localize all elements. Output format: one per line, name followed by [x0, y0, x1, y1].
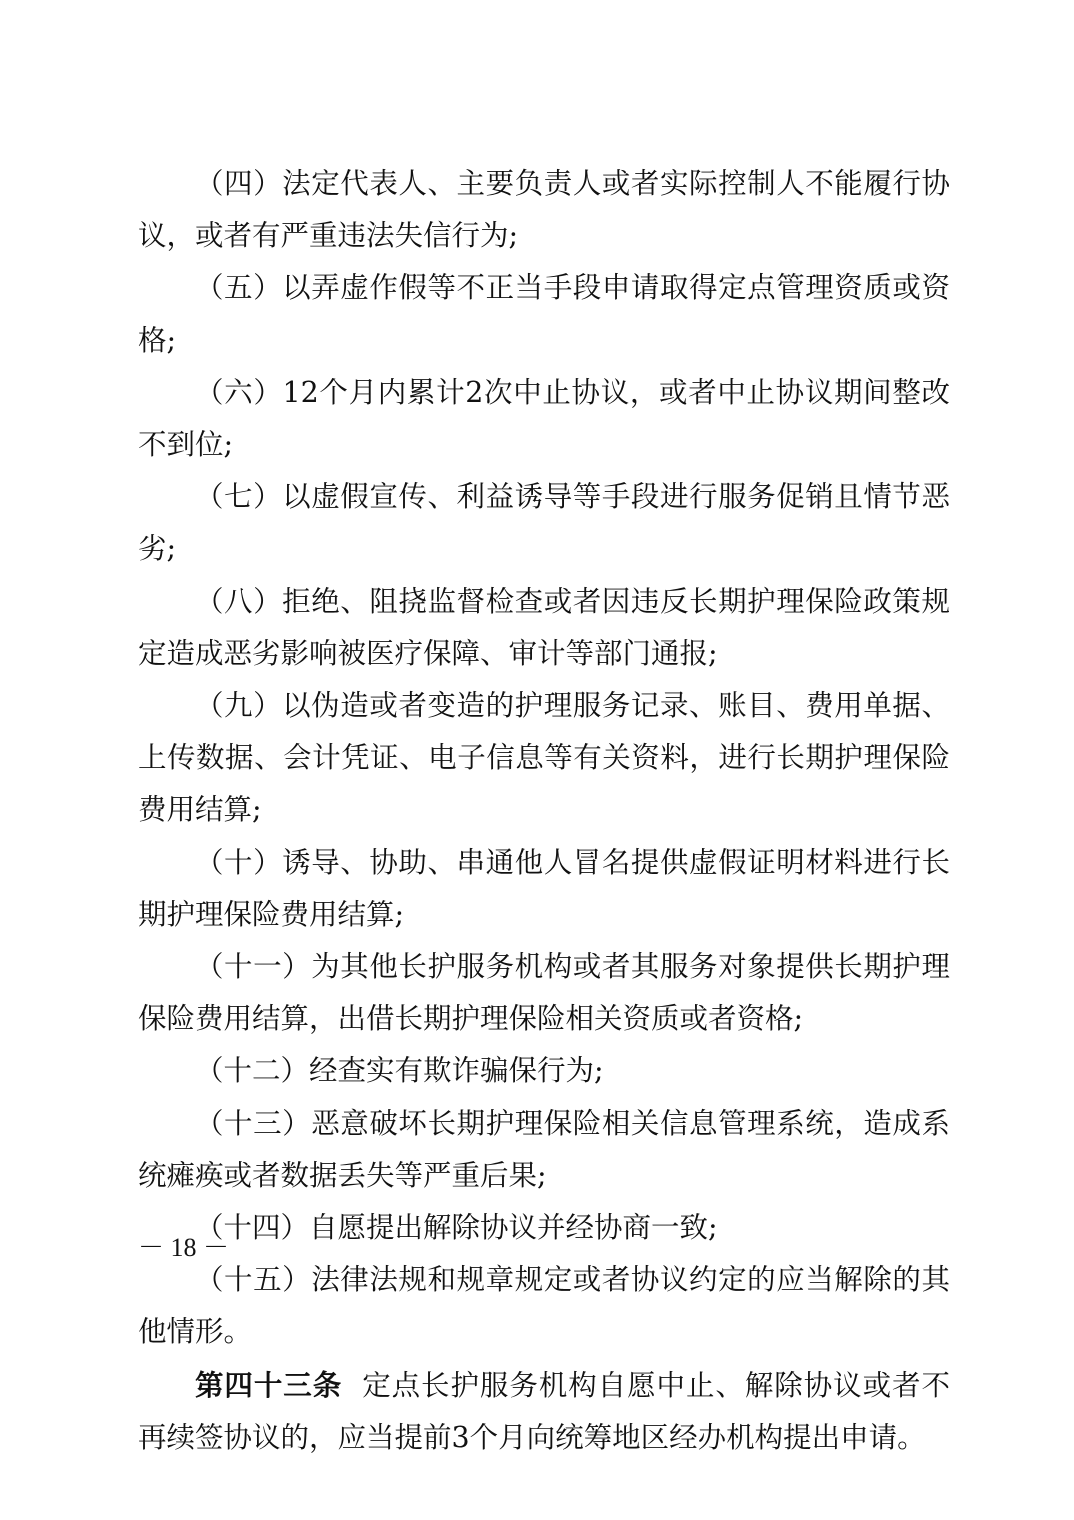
article-heading: 第四十三条	[195, 1367, 343, 1402]
article-paragraph	[138, 1359, 950, 1464]
page-number: － 18 －	[138, 1233, 230, 1262]
list-item: （七）以虚假宣传、利益诱导等手段进行服务促销且情节恶劣;	[138, 480, 950, 566]
list-item: （十二）经查实有欺诈骗保行为;	[195, 1054, 604, 1088]
list-item: （九）以伪造或者变造的护理服务记录、账目、费用单据、上传数据、会计凭证、电子信息等有关资料，进行长期护理保险费用结算;	[138, 689, 950, 827]
list-item: （十五）法律法规和规章规定或者协议约定的应当解除的其他情形。	[138, 1263, 950, 1349]
list-item: （十）诱导、协助、串通他人冒名提供虚假证明材料进行长期护理保险费用结算;	[138, 845, 950, 931]
list-item: （五）以弄虚作假等不正当手段申请取得定点管理资质或资格;	[138, 271, 950, 357]
article-text: 定点长护服务机构自愿中止、解除协议或者不再续签协议的，应当提前3个月向统筹地区经办机构提出申请。	[138, 1368, 950, 1454]
list-item: （十一）为其他长护服务机构或者其服务对象提供长期护理保险费用结算，出借长期护理保险相关资质或者资格;	[138, 950, 950, 1036]
document-body	[138, 158, 950, 1464]
list-item: （十四）自愿提出解除协议并经协商一致;	[195, 1211, 718, 1245]
list-item: （八）拒绝、阻挠监督检查或者因违反长期护理保险政策规定造成恶劣影响被医疗保障、审计等部门通报;	[138, 584, 950, 670]
list-item: （六）12个月内累计2次中止协议，或者中止协议期间整改不到位;	[138, 375, 950, 462]
list-item: （十三）恶意破坏长期护理保险相关信息管理系统，造成系统瘫痪或者数据丢失等严重后果;	[138, 1106, 950, 1192]
list-item: （四）法定代表人、主要负责人或者实际控制人不能履行协议，或者有严重违法失信行为;	[138, 167, 950, 253]
